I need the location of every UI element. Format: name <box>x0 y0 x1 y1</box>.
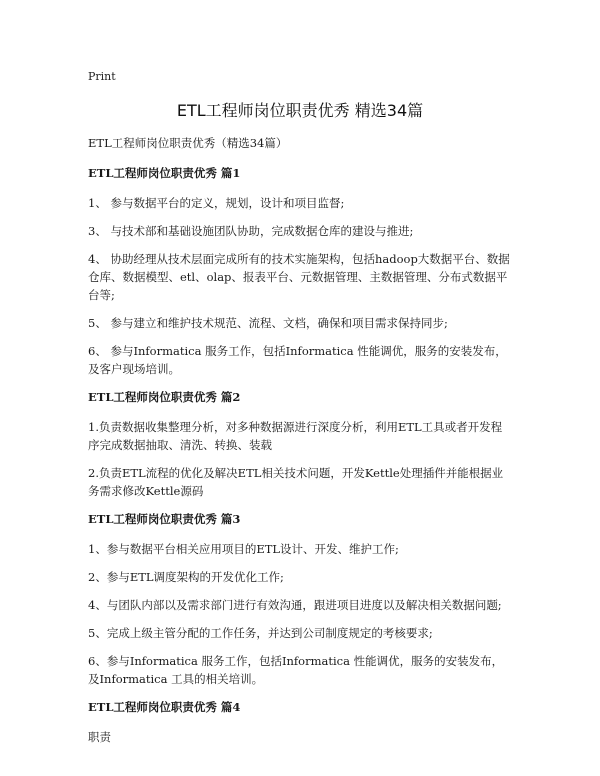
list-item: 2、参与ETL调度架构的开发优化工作; <box>88 570 284 584</box>
list-item: 6、参与Informatica 服务工作，包括Informatica 性能调优，服务的安装发布，及Informatica 工具的相关培训。 <box>88 654 504 686</box>
list-item: 1.负责数据收集整理分析，对多种数据源进行深度分析，利用ETL工具或者开发程序完成数据抽取、清洗、转换、装载 <box>88 420 503 452</box>
page-title: ETL工程师岗位职责优秀 精选34篇 <box>176 101 424 120</box>
list-item: 3、 与技术部和基础设施团队协助，完成数据仓库的建设与推进; <box>88 224 414 238</box>
section-heading: ETL工程师岗位职责优秀 篇3 <box>88 512 241 526</box>
section-heading: ETL工程师岗位职责优秀 篇2 <box>88 390 241 404</box>
section-heading: ETL工程师岗位职责优秀 篇1 <box>88 166 241 180</box>
list-item: 6、 参与Informatica 服务工作，包括Informatica 性能调优，服务的安装发布，及客户现场培训。 <box>88 344 507 376</box>
list-item: 职责 <box>88 730 111 744</box>
list-item: 1、 参与数据平台的定义，规划，设计和项目监督; <box>88 196 345 210</box>
print-link[interactable]: Print <box>88 70 116 83</box>
list-item: 2.负责ETL流程的优化及解决ETL相关技术问题，开发Kettle处理插件并能根据业务需求修改Kettle源码 <box>88 466 504 498</box>
document-subtitle: ETL工程师岗位职责优秀（精选34篇） <box>88 136 288 150</box>
section-heading: ETL工程师岗位职责优秀 篇4 <box>88 700 241 714</box>
section-1 <box>88 164 512 378</box>
list-item: 4、 协助经理从技术层面完成所有的技术实施架构，包括hadoop大数据平台、数据仓库、数据模型、etl、olap、报表平台、元数据管理、主数据管理、分布式数据平台等; <box>88 252 510 302</box>
list-item: 1、参与数据平台相关应用项目的ETL设计、开发、维护工作; <box>88 542 399 556</box>
list-item: 4、与团队内部以及需求部门进行有效沟通，跟进项目进度以及解决相关数据问题; <box>88 598 502 612</box>
section-4 <box>88 698 512 746</box>
section-3 <box>88 510 512 688</box>
list-item: 5、 参与建立和维护技术规范、流程、文档，确保和项目需求保持同步; <box>88 316 448 330</box>
section-2 <box>88 388 512 500</box>
list-item: 5、完成上级主管分配的工作任务，并达到公司制度规定的考核要求; <box>88 626 433 640</box>
